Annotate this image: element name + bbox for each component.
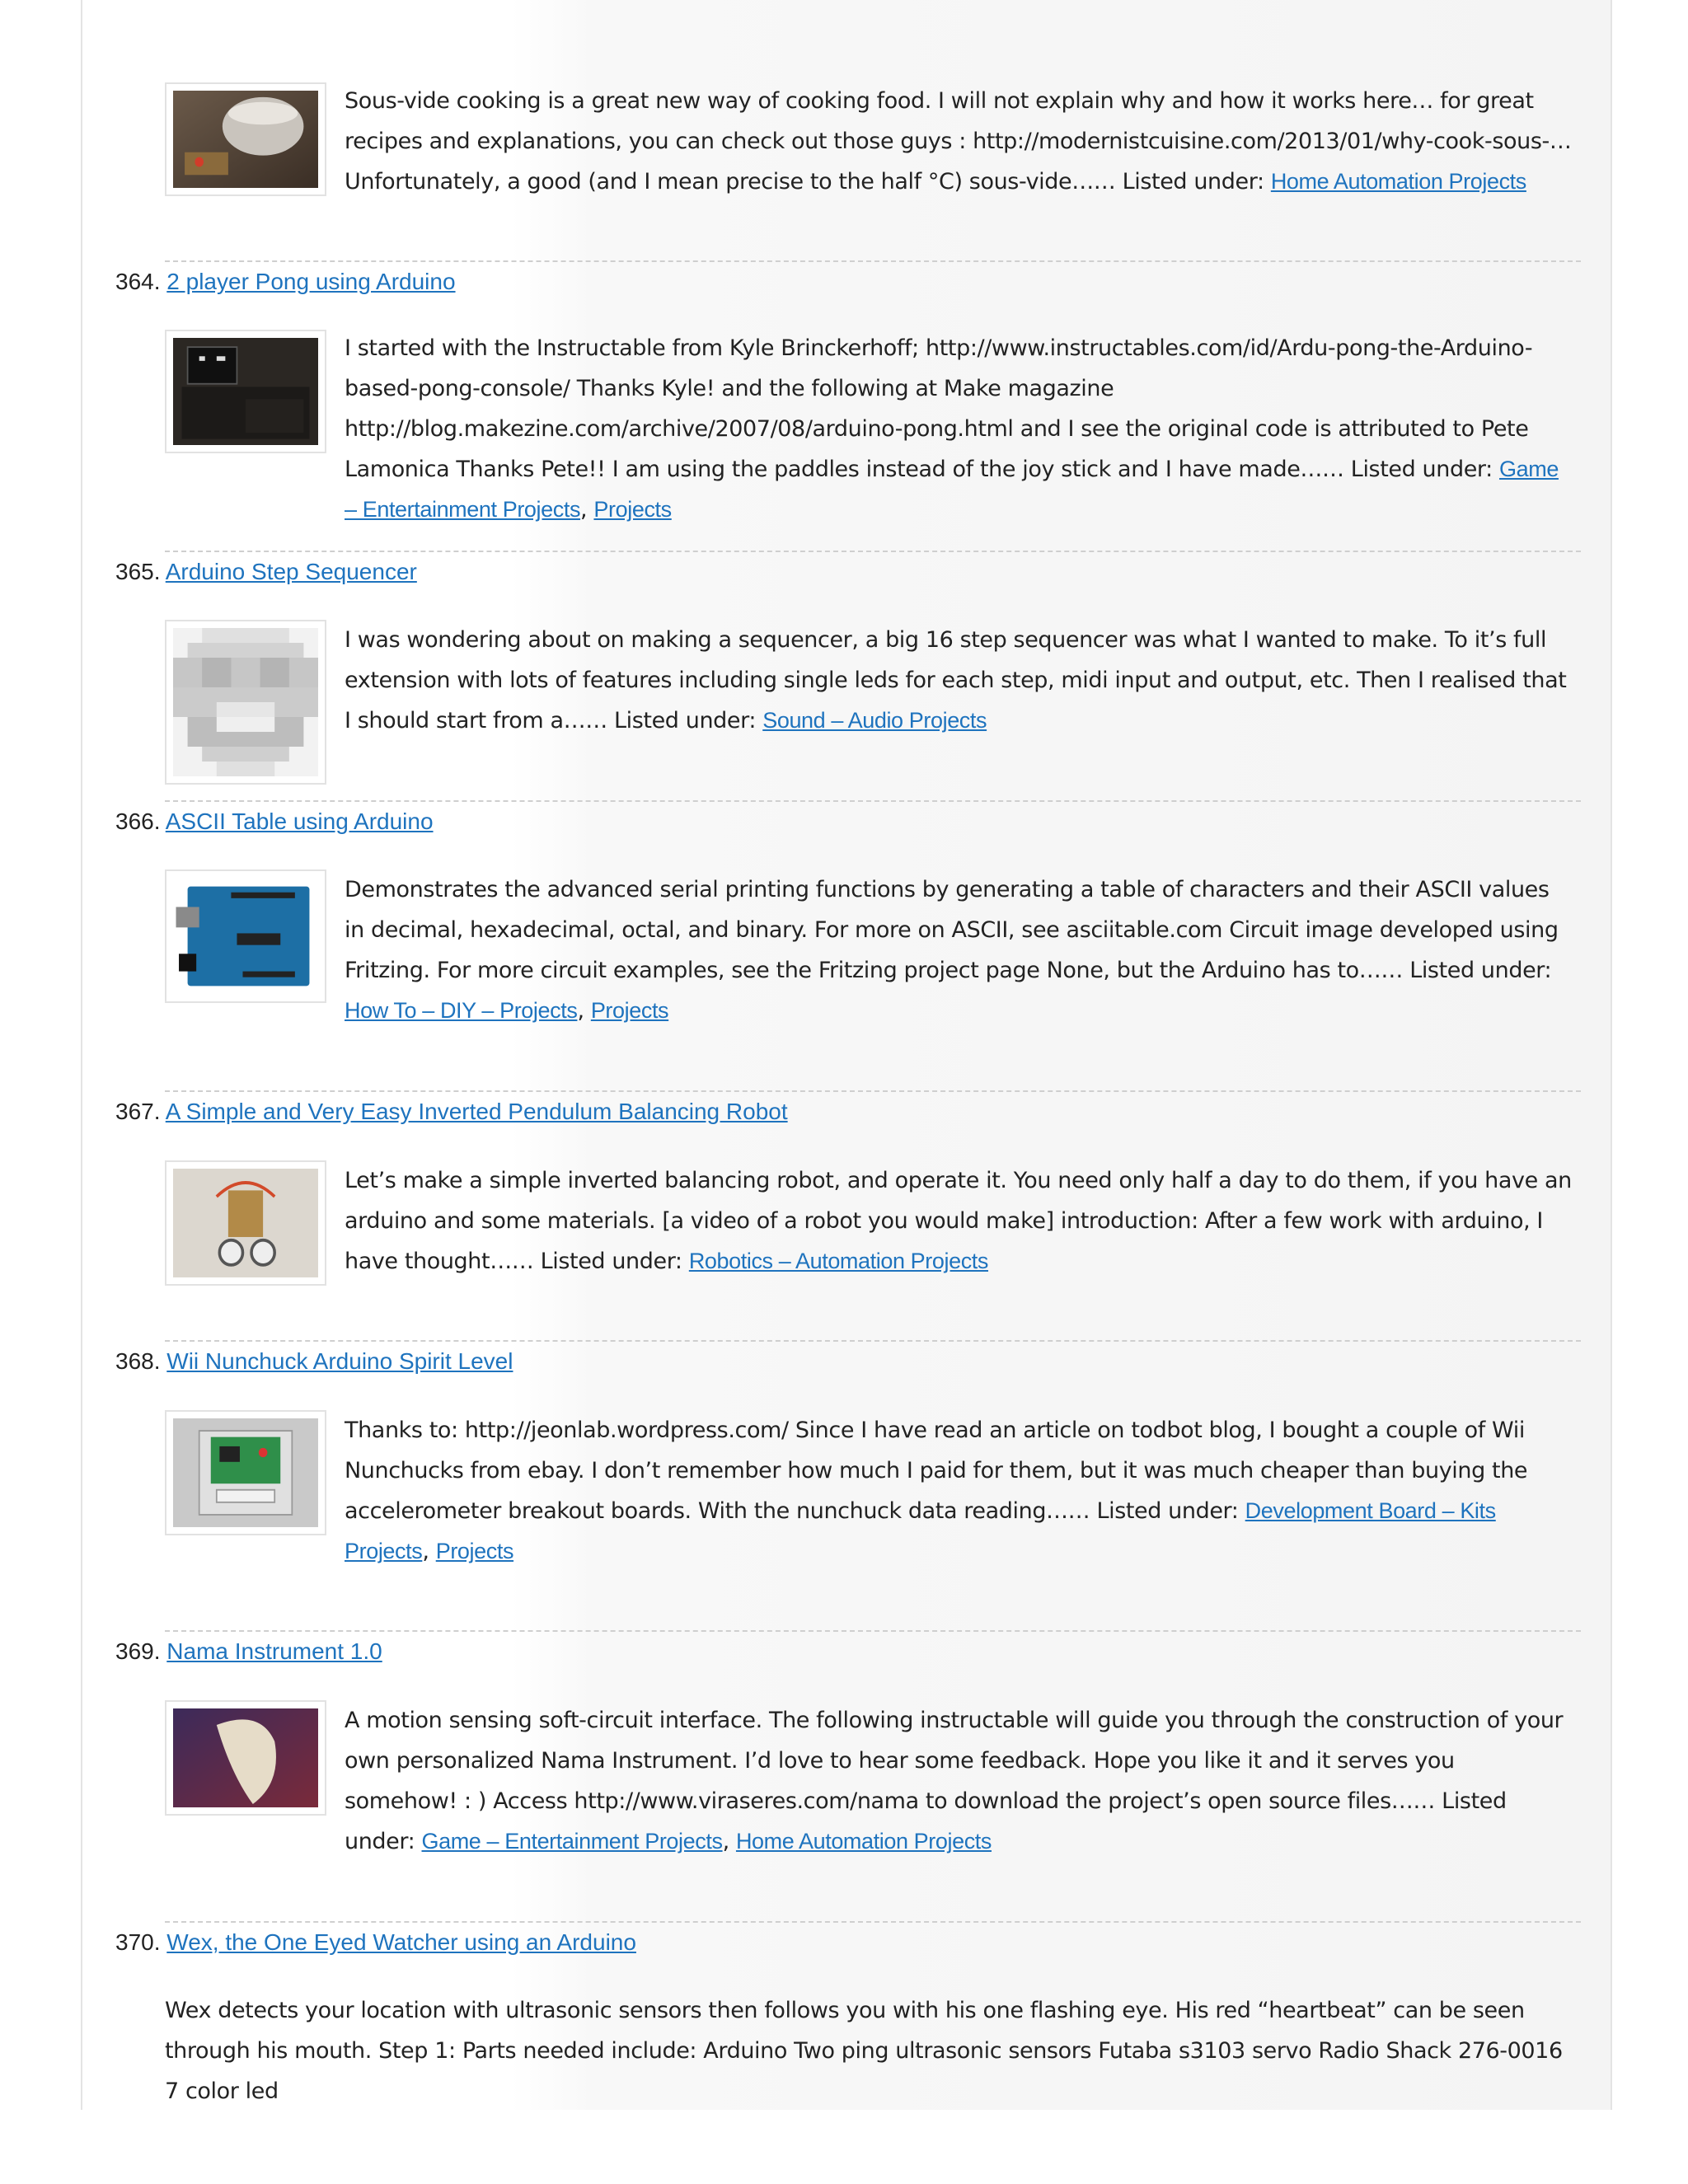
category-link[interactable]: Home Automation Projects (735, 1829, 992, 1854)
category-link[interactable]: Game – Entertainment Projects (421, 1829, 723, 1854)
thumbnail-sous-vide[interactable] (165, 82, 326, 196)
thumbnail-sequencer[interactable] (165, 620, 326, 785)
thumbnail-nama[interactable] (165, 1700, 326, 1816)
thumbnail-ascii[interactable] (165, 869, 326, 1003)
entry-heading: 370. Wex, the One Eyed Watcher using an Arduino (115, 1929, 636, 1955)
entry-description: Let’s make a simple inverted balancing robot, and operate it. You need only half a day to do them, if you have an arduino and some materials. [a video of a robot you would make] introduction: After a few work with arduino, I have thought…… Listed under: Robotics – Automation Projects (345, 1168, 1572, 1274)
entry-divider (165, 551, 1581, 552)
pong-image (173, 338, 318, 445)
entry-description: A motion sensing soft-circuit interface. The following instructable will guide you through the construction of your own personalized Nama Instrument. I’d love to hear some feedback. Hope you like it and it serves you somehow! : ) Access http://www.viraseres.com/nama to download the project’s open source files…… Listed under: Game – Entertainment Projects, Home Automation Projects (345, 1708, 1564, 1854)
category-link[interactable]: Home Automation Projects (1270, 169, 1526, 194)
entry-title-link[interactable]: Arduino Step Sequencer (165, 559, 417, 584)
entry-description: Demonstrates the advanced serial printing functions by generating a table of characters and their ASCII values in decimal, hexadecimal, octal, and binary. For more on ASCII, see asciitable.com Circuit image developed using Fritzing. For more circuit examples, see the Fritzing project page None, but the Arduino has to…… Listed under: How To – DIY – Projects, Projects (345, 877, 1559, 1024)
entry-heading: 368. Wii Nunchuck Arduino Spirit Level (115, 1348, 513, 1374)
entry-divider (165, 1921, 1581, 1923)
placeholder-image (173, 628, 318, 776)
thumbnail-pong[interactable] (165, 330, 326, 453)
entry-title-link[interactable]: Wii Nunchuck Arduino Spirit Level (166, 1348, 513, 1374)
entry-description: Thanks to: http://jeonlab.wordpress.com/ Since I have read an article on todbot blog, I bought a couple of Wii Nunchucks from ebay. I don’t remember how much I paid for them, but it was much cheaper than buying the accelerometer breakout boards. With the nunchuck data reading…… Listed under: Development Board – Kits Projects, Projects (345, 1418, 1528, 1564)
entry-title-link[interactable]: 2 player Pong using Arduino (166, 269, 456, 294)
nunchuck-level-image (173, 1418, 318, 1527)
entry-description: I was wondering about on making a sequencer, a big 16 step sequencer was what I wanted to make. To it’s full extension with lots of features including single leds for each step, midi input and output, etc. Then I realised that I should start from a…… Listed under: Sound – Audio Projects (345, 627, 1567, 733)
entry-heading: 365. Arduino Step Sequencer (115, 559, 417, 584)
entry-title-link[interactable]: Nama Instrument 1.0 (166, 1638, 382, 1664)
arduino-board-image (173, 878, 318, 995)
category-link[interactable]: Projects (590, 998, 669, 1023)
entry-divider (165, 1630, 1581, 1632)
category-link[interactable]: How To – DIY – Projects (345, 998, 578, 1023)
thumbnail-balancing-robot[interactable] (165, 1160, 326, 1286)
entry-divider (165, 1340, 1581, 1342)
content-column (81, 0, 1612, 2110)
entry-heading: 366. ASCII Table using Arduino (115, 808, 434, 834)
category-link[interactable]: Projects (593, 497, 672, 522)
entry-heading: 369. Nama Instrument 1.0 (115, 1638, 382, 1664)
entry-description: Sous-vide cooking is a great new way of cooking food. I will not explain why and how it works here… for great recipes and explanations, you can check out those guys : http://modernistcuisine.com/2013/01/why-cook-sous-… Unfortunately, a good (and I mean precise to the half °C) sous-vide…… Listed under: Home Automation Projects (345, 88, 1572, 194)
robot-image (173, 1169, 318, 1277)
entry-title-link[interactable]: Wex, the One Eyed Watcher using an Arduino (166, 1929, 636, 1955)
entry-description: Wex detects your location with ultrasonic sensors then follows you with his one flashing eye. His red “heartbeat” can be seen through his mouth. Step 1: Parts needed include: Arduino Two ping ultrasonic sensors Futaba s3103 servo Radio Shack 276-0016 7 color led (165, 1998, 1563, 2104)
entry-heading: 364. 2 player Pong using Arduino (115, 269, 456, 294)
entry-description: I started with the Instructable from Kyle Brinckerhoff; http://www.instructables.com/id/Ardu-pong-the-Arduino-based-pong-console/ Thanks Kyle! and the following at Make magazine http://blog.makezine.com/archive/2007/08/arduino-pong.html and I see the original code is attributed to Pete Lamonica Thanks Pete!! I am using the paddles instead of the joy stick and I have made…… Listed under: Game – Entertainment Projects, Projects (345, 335, 1559, 523)
entry-divider (165, 1090, 1581, 1092)
category-link[interactable]: Game – Entertainment Projects (345, 457, 1559, 522)
entry-title-link[interactable]: ASCII Table using Arduino (165, 808, 434, 834)
category-link[interactable]: Sound – Audio Projects (762, 708, 987, 733)
entry-title-link[interactable]: A Simple and Very Easy Inverted Pendulum Balancing Robot (165, 1099, 788, 1124)
entry-heading: 367. A Simple and Very Easy Inverted Pendulum Balancing Robot (115, 1099, 788, 1124)
category-link[interactable]: Projects (435, 1539, 514, 1563)
category-link[interactable]: Robotics – Automation Projects (688, 1249, 989, 1273)
entry-divider (165, 260, 1581, 262)
sous-vide-image (173, 91, 318, 188)
entry-divider (165, 800, 1581, 802)
thumbnail-nunchuck[interactable] (165, 1410, 326, 1535)
category-link[interactable]: Development Board – Kits Projects (345, 1498, 1496, 1563)
nama-instrument-image (173, 1708, 318, 1807)
